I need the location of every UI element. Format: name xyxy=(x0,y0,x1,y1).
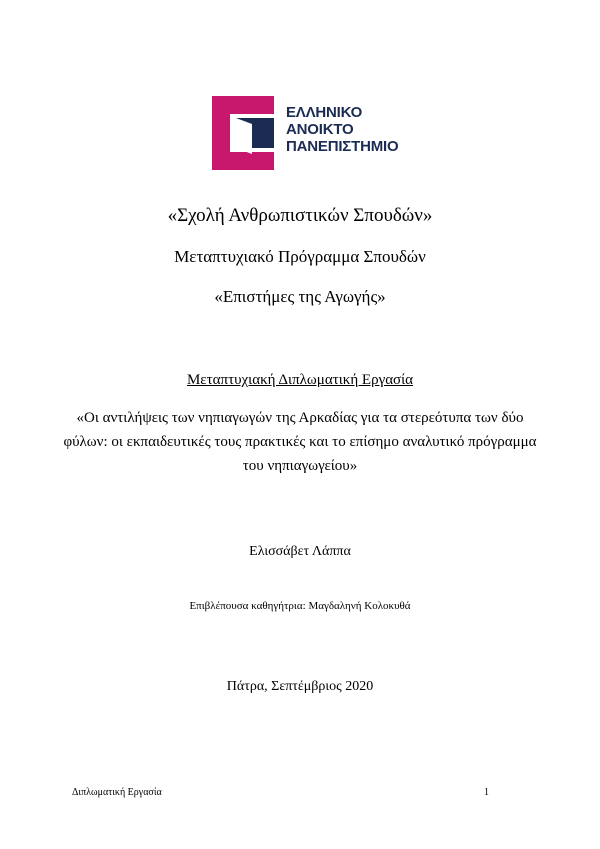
university-logo xyxy=(212,96,402,170)
footer-label: Διπλωματική Εργασία xyxy=(72,787,162,798)
thesis-type-label: Μεταπτυχιακή Διπλωματική Εργασία xyxy=(186,372,414,388)
program-name: Μεταπτυχιακό Πρόγραμμα Σπουδών xyxy=(174,247,426,266)
university-logo-text xyxy=(286,104,398,155)
university-logo-mark-icon xyxy=(212,96,282,170)
logo-line-1: ΕΛΛΗΝΙΚΟ xyxy=(286,104,363,121)
logo-line-3: ΠΑΝΕΠΙΣΤΗΜΙΟ xyxy=(286,138,399,155)
thesis-title: «Οι αντιλήψεις των νηπιαγωγών της Αρκαδίας για τα στερεότυπα των δύο φύλων: οι εκπαιδευτικές τους πρακτικές και το επίσημο αναλυτικό πρόγραμμα του νηπιαγωγείου» xyxy=(63,410,537,474)
place-date: Πάτρα, Σεπτέμβριος 2020 xyxy=(226,679,374,694)
author-name: Ελισσάβετ Λάππα xyxy=(249,544,351,559)
logo-line-2: ΑΝΟΙΚΤΟ xyxy=(286,121,354,138)
thesis-type xyxy=(0,372,600,389)
field-name: «Επιστήμες της Αγωγής» xyxy=(214,287,386,306)
page-number: 1 xyxy=(484,787,489,798)
school-name: «Σχολή Ανθρωπιστικών Σπουδών» xyxy=(167,205,433,226)
supervisor-line: Επιβλέπουσα καθηγήτρια: Μαγδαληνή Κολοκυθά xyxy=(189,600,411,612)
